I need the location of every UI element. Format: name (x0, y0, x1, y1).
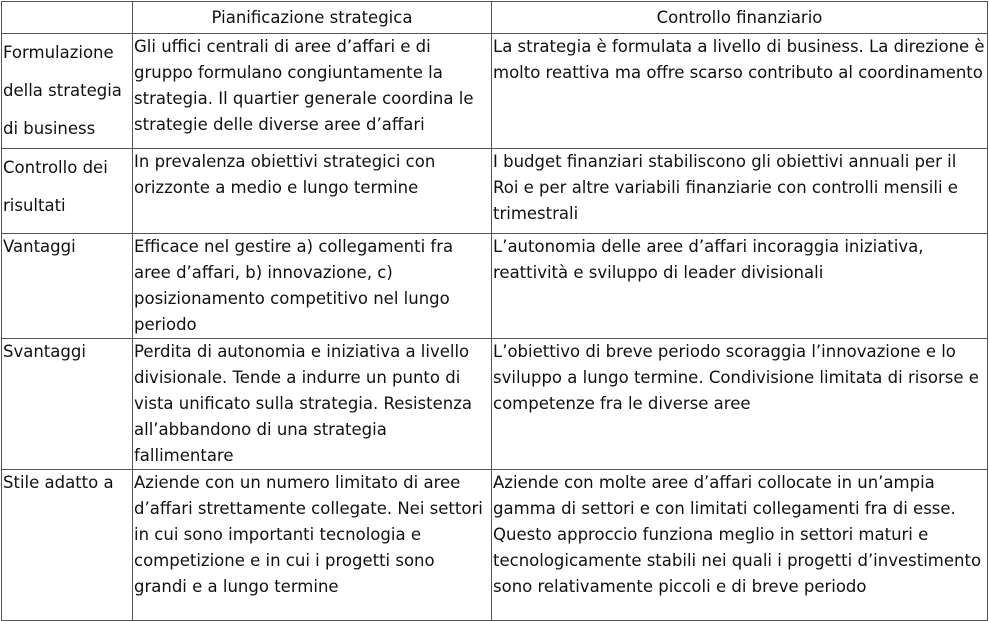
cell-controllo: Aziende con molte aree d’affari collocate in un’ampia gamma di settori e con limitati collegamenti fra di esse. Questo approccio funziona meglio in settori maturi e tecnologicamente stabili nei quali i progetti d’investimento sono relativamente piccoli e di breve periodo (492, 470, 988, 621)
row-label: Controllo dei risultati (2, 149, 133, 234)
cell-pianificazione: In prevalenza obiettivi strategici con orizzonte a medio e lungo termine (133, 149, 492, 234)
cell-pianificazione: Efficace nel gestire a) collegamenti fra aree d’affari, b) innovazione, c) posizionamento competitivo nel lungo periodo (133, 234, 492, 339)
row-label: Vantaggi (2, 234, 133, 339)
cell-controllo: La strategia è formulata a livello di business. La direzione è molto reattiva ma offre scarso contributo al coordinamento (492, 34, 988, 149)
row-label: Formulazione della strategia di business (2, 34, 133, 149)
row-label: Stile adatto a (2, 470, 133, 621)
cell-controllo: I budget finanziari stabiliscono gli obiettivi annuali per il Roi e per altre variabili finanziarie con controlli mensili e trimestrali (492, 149, 988, 234)
cell-controllo: L’autonomia delle aree d’affari incoraggia iniziativa, reattività e sviluppo di leader divisionali (492, 234, 988, 339)
table-header-row (2, 2, 988, 34)
cell-controllo: L’obiettivo di breve periodo scoraggia l’innovazione e lo sviluppo a lungo termine. Condivisione limitata di risorse e competenze fra le diverse aree (492, 339, 988, 470)
cell-pianificazione: Perdita di autonomia e iniziativa a livello divisionale. Tende a indurre un punto di vista unificato sulla strategia. Resistenza all’abbandono di una strategia fallimentare (133, 339, 492, 470)
cell-pianificazione: Gli uffici centrali di aree d’affari e di gruppo formulano congiuntamente la strategia. Il quartier generale coordina le strategie delle diverse aree d’affari (133, 34, 492, 149)
header-empty-cell (2, 2, 133, 34)
table-row (2, 149, 988, 234)
table-row (2, 234, 988, 339)
header-controllo-finanziario: Controllo finanziario (492, 2, 988, 34)
row-label: Svantaggi (2, 339, 133, 470)
table-row (2, 34, 988, 149)
table-row (2, 339, 988, 470)
comparison-table (1, 1, 988, 621)
cell-pianificazione: Aziende con un numero limitato di aree d’affari strettamente collegate. Nei settori in cui sono importanti tecnologia e competizione e in cui i progetti sono grandi e a lungo termine (133, 470, 492, 621)
table-row (2, 470, 988, 621)
header-pianificazione-strategica: Pianificazione strategica (133, 2, 492, 34)
